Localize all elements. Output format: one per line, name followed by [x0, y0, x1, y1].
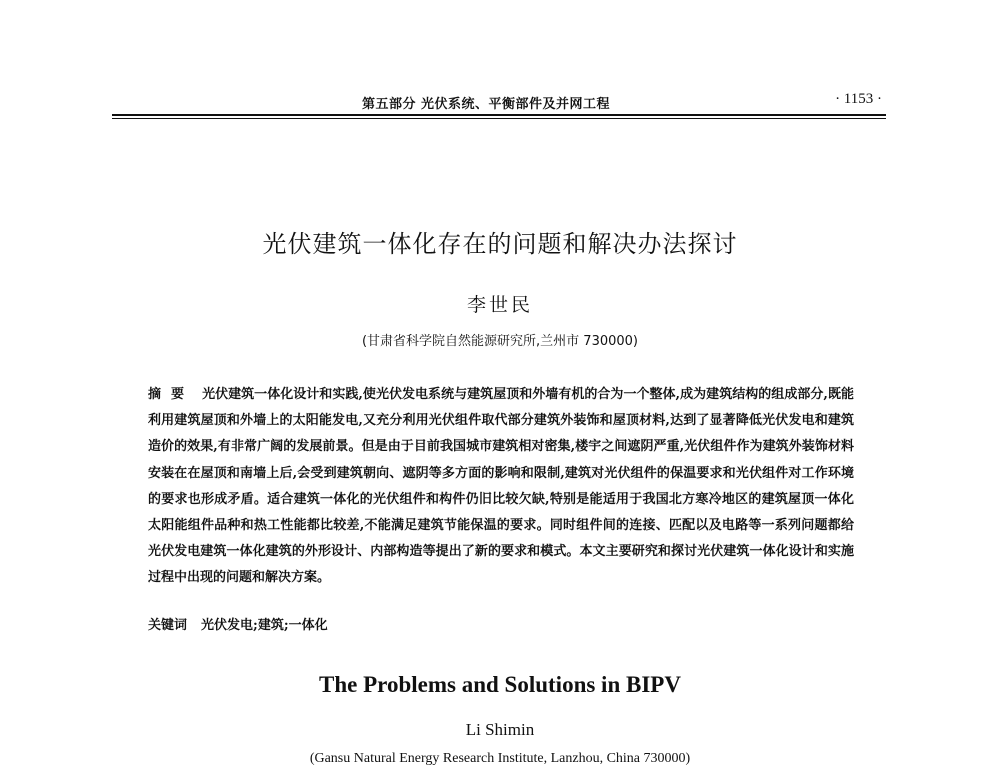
header-rule-thin	[112, 118, 886, 119]
affiliation-chinese: (甘肃省科学院自然能源研究所,兰州市 730000)	[361, 334, 639, 349]
keywords	[148, 614, 854, 633]
page-number: · 1153 ·	[835, 91, 882, 107]
author-chinese: 李世民	[466, 294, 533, 316]
keywords-text: 光伏发电;建筑;一体化	[201, 618, 328, 633]
abstract	[148, 382, 854, 592]
paper-title-english: The Problems and Solutions in BIPV	[319, 672, 681, 697]
affiliation-english: (Gansu Natural Energy Research Institute, Lanzhou, China 730000)	[309, 751, 691, 766]
abstract-text: 光伏建筑一体化设计和实践,使光伏发电系统与建筑屋顶和外墙有机的合为一个整体,成为建筑结构的组成部分,既能利用建筑屋顶和外墙上的太阳能发电,又充分利用光伏组件取代部分建筑外装饰和屋顶材料,达到了显著降低光伏发电和建筑造价的效果,有非常广阔的发展前景。但是由于目前我国城市建筑相对密集,楼宇之间遮阴严重,光伏组件作为建筑外装饰材料安装在在屋顶和南墙上后,会受到建筑朝向、遮阴等多方面的影响和限制,建筑对光伏组件的保温要求和光伏组件对工作环境的要求也形成矛盾。适合建筑一体化的光伏组件和构件仍旧比较欠缺,特别是能适用于我国北方寒冷地区的建筑屋顶一体化太阳能组件品种和热工性能都比较差,不能满足建筑节能保温的要求。同时组件间的连接、匹配以及电路等一系列问题都给光伏发电建筑一体化建筑的外形设计、内部构造等提出了新的要求和模式。本文主要研究和探讨光伏建筑一体化设计和实施过程中出现的问题和解决方案。	[148, 387, 854, 586]
abstract-label: 摘要	[148, 387, 195, 402]
author-english: Li Shimin	[465, 720, 535, 739]
header-rule	[112, 114, 886, 116]
section-title: 第五部分 光伏系统、平衡部件及并网工程	[362, 97, 611, 112]
running-header	[112, 90, 886, 114]
keywords-label: 关键词	[148, 618, 188, 633]
paper-title-chinese: 光伏建筑一体化存在的问题和解决办法探讨	[262, 230, 738, 258]
